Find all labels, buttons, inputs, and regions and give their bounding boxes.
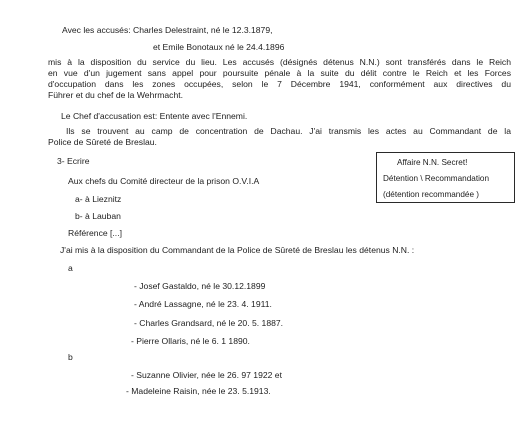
box-line-2: Détention \ Recommandation xyxy=(383,174,490,183)
box-line-3: (détention recommandée ) xyxy=(383,190,480,199)
group-a-label: a xyxy=(68,263,73,273)
detainee-item: - Charles Grandsard, né le 20. 5. 1887. xyxy=(134,318,284,328)
paragraph-line: Ils se trouvent au camp de concentration de Dachau. J'ai transmis les actes au Commandant de la xyxy=(66,126,511,136)
detainee-item: - Suzanne Olivier, née le 26. 97 1922 et xyxy=(131,370,282,380)
paragraph-line: en vue d'un jugement sans appel pour poursuite pénale à la suite du délit contre le Reich et les Forces xyxy=(48,68,511,78)
detainee-item: - Pierre Ollaris, né le 6. 1 1890. xyxy=(131,336,250,346)
group-b-label: b xyxy=(68,352,73,362)
paragraph-line: Führer et du chef de la Wehrmacht. xyxy=(48,90,184,100)
detainee-item: - Madeleine Raisin, née le 23. 5.1913. xyxy=(126,386,271,396)
paragraph-line: mis à la disposition du service du lieu. Les accusés (désignés détenus N.N.) sont transférés dans le Reich xyxy=(48,57,511,67)
addressee-item-a: a- à Lieznitz xyxy=(75,194,122,204)
classification-box xyxy=(376,152,515,203)
addressee: Aux chefs du Comité directeur de la prison O.V.I.A xyxy=(68,176,260,186)
header-line-1: Avec les accusés: Charles Delestraint, né le 12.3.1879, xyxy=(62,25,273,35)
reference: Référence [...] xyxy=(68,228,122,238)
box-line-1: Affaire N.N. Secret! xyxy=(397,158,468,167)
detainee-item: - Josef Gastaldo, né le 30.12.1899 xyxy=(134,281,266,291)
statement: J'ai mis à la disposition du Commandant de la Police de Sûreté de Breslau les détenus N.N. : xyxy=(60,245,415,255)
detainee-item: - André Lassagne, né le 23. 4. 1911. xyxy=(134,299,272,309)
addressee-item-b: b- à Lauban xyxy=(75,211,121,221)
section-3-heading: 3- Ecrire xyxy=(57,156,90,166)
paragraph-line: d'occupation dans les zones occupées, selon le 7 Décembre 1941, conformément aux directives du xyxy=(48,79,511,89)
header-line-2: et Emile Bonotaux né le 24.4.1896 xyxy=(153,42,285,52)
paragraph-line: Police de Sûreté de Breslau. xyxy=(48,137,157,147)
chief-of-charge: Le Chef d'accusation est: Entente avec l'Ennemi. xyxy=(61,111,248,121)
